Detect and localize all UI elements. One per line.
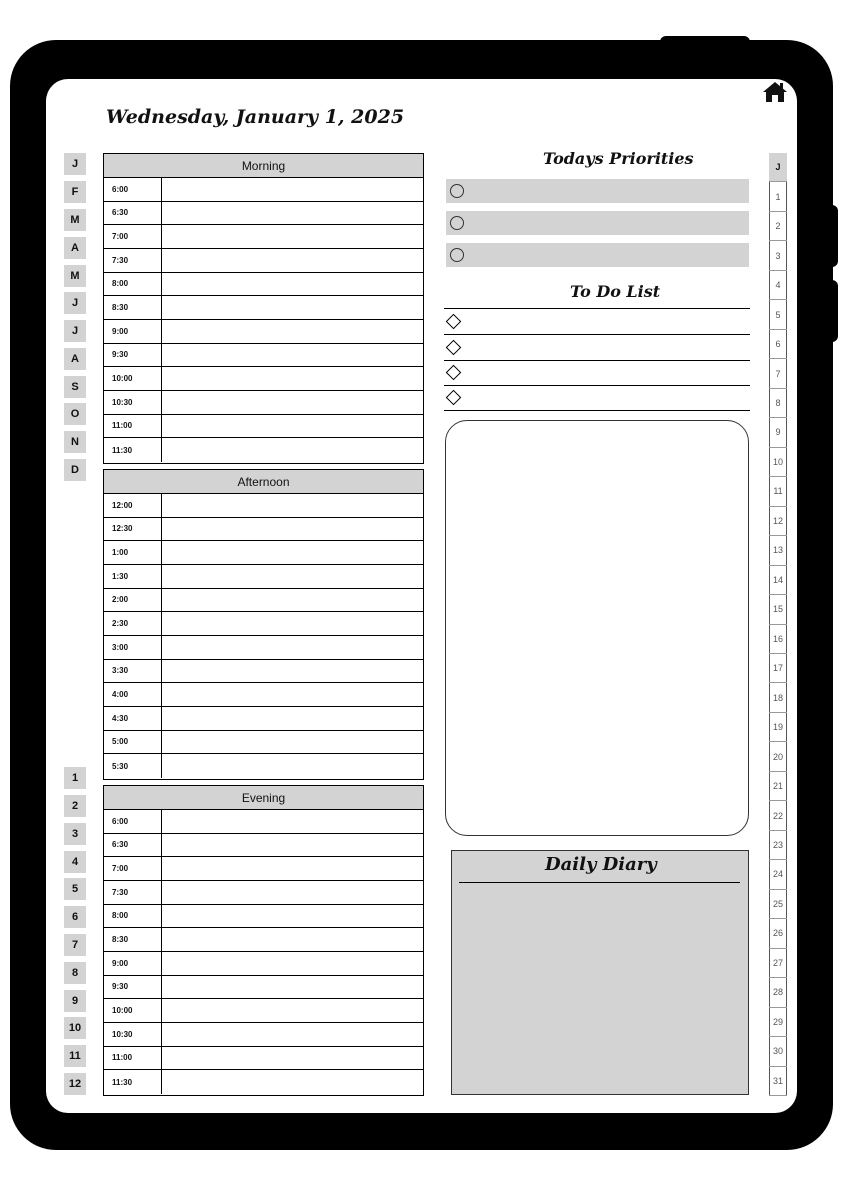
month-tab-1[interactable]: J xyxy=(64,153,86,175)
time-label: 9:00 xyxy=(104,952,162,975)
time-label: 3:00 xyxy=(104,636,162,659)
time-label: 9:30 xyxy=(104,344,162,367)
diamond-checkbox-icon[interactable] xyxy=(446,340,462,356)
time-label: 1:00 xyxy=(104,541,162,564)
month-tab-9[interactable]: S xyxy=(64,376,86,398)
day-link[interactable]: 22 xyxy=(769,801,787,830)
time-slot-entry[interactable] xyxy=(162,905,423,928)
time-slot xyxy=(104,1070,423,1094)
time-slot xyxy=(104,660,423,684)
afternoon-header: Afternoon xyxy=(104,470,423,494)
time-slot-entry[interactable] xyxy=(162,683,423,706)
time-label: 5:30 xyxy=(104,754,162,778)
priority-row[interactable] xyxy=(446,211,749,235)
time-slot-entry[interactable] xyxy=(162,952,423,975)
time-slot-entry[interactable] xyxy=(162,344,423,367)
morning-schedule xyxy=(103,153,424,464)
day-link[interactable]: 29 xyxy=(769,1008,787,1037)
day-link[interactable]: 19 xyxy=(769,713,787,742)
time-slot xyxy=(104,952,423,976)
day-link[interactable]: 21 xyxy=(769,772,787,801)
priorities-title: Todays Priorities xyxy=(543,149,694,168)
time-slot xyxy=(104,344,423,368)
time-label: 9:00 xyxy=(104,320,162,343)
month-tab-12[interactable]: D xyxy=(64,459,86,481)
evening-schedule xyxy=(103,785,424,1096)
time-slot xyxy=(104,249,423,273)
day-link[interactable]: 31 xyxy=(769,1067,787,1096)
time-slot xyxy=(104,905,423,929)
day-link[interactable]: 23 xyxy=(769,831,787,860)
month-tab-11[interactable]: N xyxy=(64,431,86,453)
time-slot-entry[interactable] xyxy=(162,731,423,754)
time-slot xyxy=(104,225,423,249)
time-slot xyxy=(104,1023,423,1047)
page-title: Wednesday, January 1, 2025 xyxy=(106,106,405,128)
time-slot-entry[interactable] xyxy=(162,754,423,778)
time-slot xyxy=(104,589,423,613)
day-link[interactable]: 17 xyxy=(769,654,787,683)
week-tab-8[interactable]: 8 xyxy=(64,962,86,984)
time-slot xyxy=(104,541,423,565)
time-label: 6:00 xyxy=(104,178,162,201)
day-link[interactable]: 8 xyxy=(769,389,787,418)
time-slot-entry[interactable] xyxy=(162,707,423,730)
day-link[interactable]: 3 xyxy=(769,241,787,270)
time-label: 6:30 xyxy=(104,834,162,857)
week-tab-9[interactable]: 9 xyxy=(64,990,86,1012)
time-slot xyxy=(104,683,423,707)
week-tab-6[interactable]: 6 xyxy=(64,906,86,928)
priority-circle-icon[interactable] xyxy=(450,216,464,230)
time-slot-entry[interactable] xyxy=(162,273,423,296)
week-tab-10[interactable]: 10 xyxy=(64,1017,86,1039)
time-label: 11:00 xyxy=(104,1047,162,1070)
afternoon-schedule xyxy=(103,469,424,780)
day-link[interactable]: 20 xyxy=(769,742,787,771)
time-slot-entry[interactable] xyxy=(162,178,423,201)
day-link[interactable]: 12 xyxy=(769,507,787,536)
time-label: 12:30 xyxy=(104,518,162,541)
time-label: 8:00 xyxy=(104,905,162,928)
week-tab-12[interactable]: 12 xyxy=(64,1073,86,1095)
diamond-checkbox-icon[interactable] xyxy=(446,314,462,330)
day-link[interactable]: 6 xyxy=(769,330,787,359)
time-label: 11:30 xyxy=(104,438,162,462)
time-label: 10:00 xyxy=(104,999,162,1022)
time-slot-entry[interactable] xyxy=(162,1047,423,1070)
time-slot-entry[interactable] xyxy=(162,391,423,414)
time-slot-entry[interactable] xyxy=(162,202,423,225)
time-slot-entry[interactable] xyxy=(162,636,423,659)
time-slot xyxy=(104,810,423,834)
time-slot-entry[interactable] xyxy=(162,249,423,272)
time-slot-entry[interactable] xyxy=(162,589,423,612)
month-tab-2[interactable]: F xyxy=(64,181,86,203)
time-label: 8:00 xyxy=(104,273,162,296)
time-label: 2:30 xyxy=(104,612,162,635)
day-link[interactable]: 7 xyxy=(769,359,787,388)
evening-header: Evening xyxy=(104,786,423,810)
time-slot-entry[interactable] xyxy=(162,494,423,517)
time-label: 6:00 xyxy=(104,810,162,833)
time-slot xyxy=(104,178,423,202)
day-strip-month[interactable]: J xyxy=(769,153,787,182)
time-slot xyxy=(104,518,423,542)
time-slot xyxy=(104,415,423,439)
diary-title: Daily Diary xyxy=(545,854,657,875)
time-slot xyxy=(104,320,423,344)
notes-area[interactable] xyxy=(445,420,749,836)
time-slot-entry[interactable] xyxy=(162,565,423,588)
time-slot-entry[interactable] xyxy=(162,928,423,951)
todo-item[interactable] xyxy=(444,386,750,411)
time-slot xyxy=(104,391,423,415)
time-slot-entry[interactable] xyxy=(162,999,423,1022)
time-slot xyxy=(104,707,423,731)
time-slot-entry[interactable] xyxy=(162,857,423,880)
time-label: 5:00 xyxy=(104,731,162,754)
day-link[interactable]: 24 xyxy=(769,860,787,889)
priority-row[interactable] xyxy=(446,179,749,203)
day-link[interactable]: 26 xyxy=(769,919,787,948)
tablet-volume-up-button xyxy=(829,205,838,267)
month-tab-3[interactable]: M xyxy=(64,209,86,231)
time-slot-entry[interactable] xyxy=(162,881,423,904)
time-slot xyxy=(104,202,423,226)
day-link[interactable]: 15 xyxy=(769,595,787,624)
day-link[interactable]: 10 xyxy=(769,448,787,477)
time-slot xyxy=(104,731,423,755)
diamond-checkbox-icon[interactable] xyxy=(446,365,462,381)
day-link[interactable]: 14 xyxy=(769,566,787,595)
week-tab-4[interactable]: 4 xyxy=(64,851,86,873)
tablet-volume-down-button xyxy=(829,280,838,342)
time-slot-entry[interactable] xyxy=(162,518,423,541)
month-tab-6[interactable]: J xyxy=(64,292,86,314)
time-slot xyxy=(104,367,423,391)
day-link[interactable]: 11 xyxy=(769,477,787,506)
time-slot xyxy=(104,494,423,518)
time-label: 7:00 xyxy=(104,857,162,880)
time-label: 10:00 xyxy=(104,367,162,390)
time-label: 7:30 xyxy=(104,881,162,904)
day-link[interactable]: 13 xyxy=(769,536,787,565)
time-slot-entry[interactable] xyxy=(162,541,423,564)
time-slot-entry[interactable] xyxy=(162,1070,423,1094)
time-slot xyxy=(104,976,423,1000)
todo-item[interactable] xyxy=(444,336,750,361)
time-label: 11:30 xyxy=(104,1070,162,1094)
time-slot-entry[interactable] xyxy=(162,660,423,683)
time-slot xyxy=(104,1047,423,1071)
day-link[interactable]: 4 xyxy=(769,271,787,300)
time-slot-entry[interactable] xyxy=(162,438,423,462)
day-link[interactable]: 27 xyxy=(769,949,787,978)
time-label: 12:00 xyxy=(104,494,162,517)
day-link[interactable]: 1 xyxy=(769,182,787,211)
priority-circle-icon[interactable] xyxy=(450,248,464,262)
time-slot-entry[interactable] xyxy=(162,1023,423,1046)
time-slot-entry[interactable] xyxy=(162,976,423,999)
morning-header: Morning xyxy=(104,154,423,178)
time-slot xyxy=(104,928,423,952)
priority-row[interactable] xyxy=(446,243,749,267)
tablet-top-button xyxy=(660,36,750,48)
time-label: 9:30 xyxy=(104,976,162,999)
time-label: 4:00 xyxy=(104,683,162,706)
diamond-checkbox-icon[interactable] xyxy=(446,390,462,406)
time-slot-entry[interactable] xyxy=(162,415,423,438)
month-tab-8[interactable]: A xyxy=(64,348,86,370)
month-tab-7[interactable]: J xyxy=(64,320,86,342)
time-label: 4:30 xyxy=(104,707,162,730)
time-slot-entry[interactable] xyxy=(162,320,423,343)
time-slot-entry[interactable] xyxy=(162,834,423,857)
time-label: 10:30 xyxy=(104,1023,162,1046)
todo-item[interactable] xyxy=(444,361,750,386)
time-label: 2:00 xyxy=(104,589,162,612)
day-link[interactable]: 5 xyxy=(769,300,787,329)
todo-title: To Do List xyxy=(570,282,661,301)
day-link[interactable]: 25 xyxy=(769,890,787,919)
time-slot xyxy=(104,565,423,589)
time-label: 10:30 xyxy=(104,391,162,414)
day-link[interactable]: 16 xyxy=(769,625,787,654)
day-link[interactable]: 30 xyxy=(769,1037,787,1066)
time-slot xyxy=(104,296,423,320)
time-slot-entry[interactable] xyxy=(162,367,423,390)
day-link[interactable]: 9 xyxy=(769,418,787,447)
time-slot xyxy=(104,273,423,297)
time-slot xyxy=(104,881,423,905)
time-label: 8:30 xyxy=(104,296,162,319)
time-slot-entry[interactable] xyxy=(162,296,423,319)
priority-circle-icon[interactable] xyxy=(450,184,464,198)
time-label: 3:30 xyxy=(104,660,162,683)
diary-area[interactable] xyxy=(451,850,749,1095)
week-tab-7[interactable]: 7 xyxy=(64,934,86,956)
time-slot xyxy=(104,636,423,660)
time-slot-entry[interactable] xyxy=(162,810,423,833)
month-tab-5[interactable]: M xyxy=(64,265,86,287)
time-slot-entry[interactable] xyxy=(162,225,423,248)
todo-item[interactable] xyxy=(444,310,750,335)
time-label: 7:00 xyxy=(104,225,162,248)
time-label: 8:30 xyxy=(104,928,162,951)
day-link[interactable]: 2 xyxy=(769,212,787,241)
week-tab-5[interactable]: 5 xyxy=(64,878,86,900)
time-slot xyxy=(104,438,423,462)
time-slot-entry[interactable] xyxy=(162,612,423,635)
time-slot xyxy=(104,857,423,881)
diary-title-rule xyxy=(459,882,740,883)
week-tab-11[interactable]: 11 xyxy=(64,1045,86,1067)
time-slot xyxy=(104,612,423,636)
time-label: 6:30 xyxy=(104,202,162,225)
time-slot xyxy=(104,999,423,1023)
week-tab-1[interactable]: 1 xyxy=(64,767,86,789)
month-tab-4[interactable]: A xyxy=(64,237,86,259)
time-slot xyxy=(104,834,423,858)
week-tab-3[interactable]: 3 xyxy=(64,823,86,845)
time-label: 1:30 xyxy=(104,565,162,588)
time-slot xyxy=(104,754,423,778)
month-tab-10[interactable]: O xyxy=(64,403,86,425)
todo-top-rule xyxy=(444,308,750,309)
time-label: 7:30 xyxy=(104,249,162,272)
day-link[interactable]: 18 xyxy=(769,683,787,712)
day-link[interactable]: 28 xyxy=(769,978,787,1007)
week-tab-2[interactable]: 2 xyxy=(64,795,86,817)
home-icon[interactable] xyxy=(762,80,788,104)
time-label: 11:00 xyxy=(104,415,162,438)
